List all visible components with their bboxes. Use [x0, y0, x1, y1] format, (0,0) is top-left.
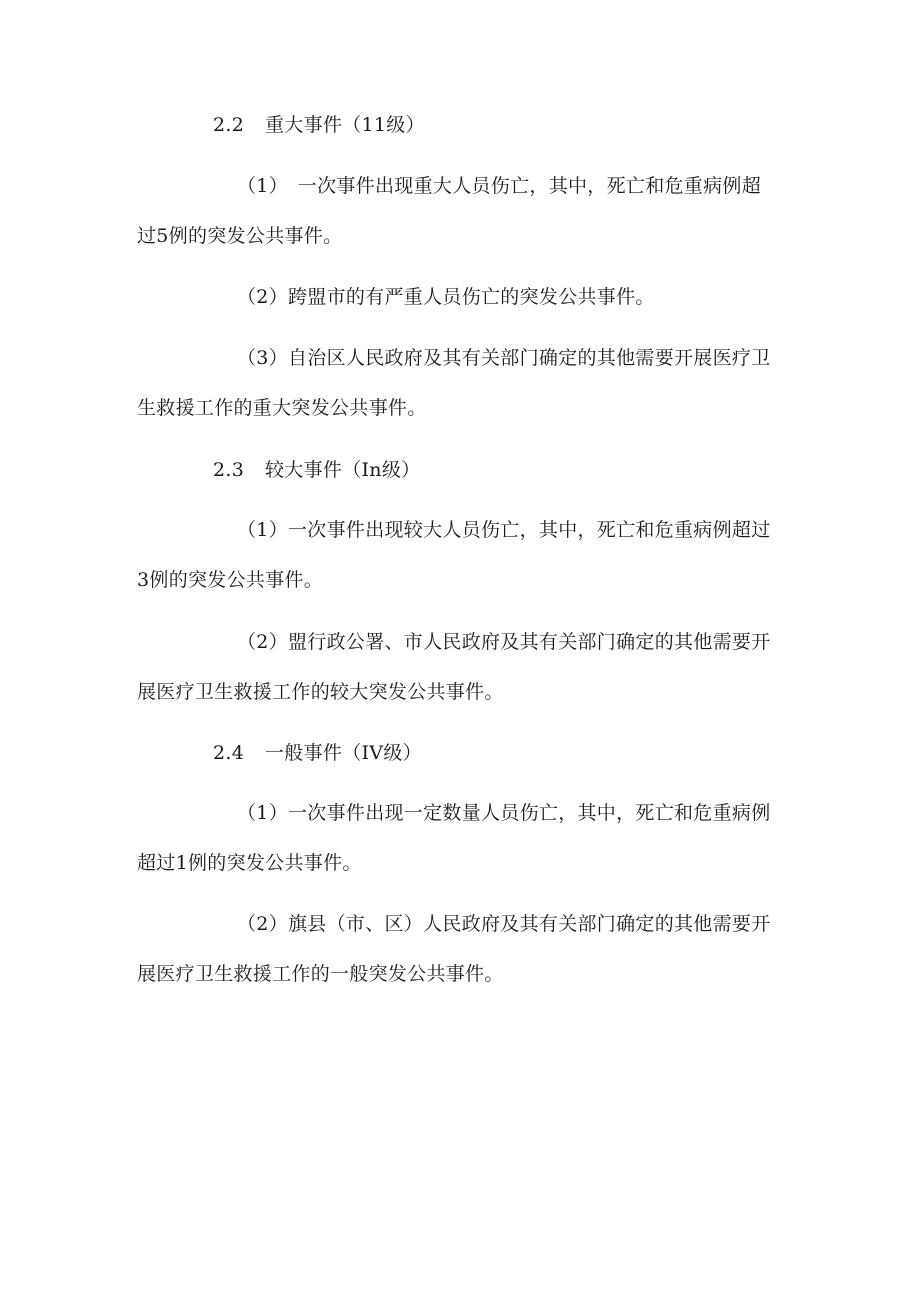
paragraph-line: （1） 一次事件出现重大人员伤亡，其中，死亡和危重病例超 — [237, 175, 761, 197]
paragraph-line: 过5例的突发公共事件。 — [137, 225, 343, 247]
paragraph-line: （1）一次事件出现一定数量人员伤亡，其中，死亡和危重病例 — [237, 802, 771, 824]
section-heading-2-3 — [213, 458, 420, 482]
paragraph-line: （2）盟行政公署、市人民政府及其有关部门确定的其他需要开 — [237, 631, 771, 653]
section-number: 2.4 — [213, 742, 245, 764]
section-title: 较大事件（In级） — [265, 459, 421, 481]
section-number: 2.3 — [213, 459, 245, 481]
section-title: 一般事件（IV级） — [265, 742, 422, 764]
paragraph-line: （2）跨盟市的有严重人员伤亡的突发公共事件。 — [237, 286, 655, 308]
paragraph-line: （1）一次事件出现较大人员伤亡，其中，死亡和危重病例超过 — [237, 519, 771, 541]
paragraph-line: （2）旗县（市、区）人民政府及其有关部门确定的其他需要开 — [237, 913, 771, 935]
paragraph-line: 生救援工作的重大突发公共事件。 — [137, 397, 427, 419]
paragraph-line: 3例的突发公共事件。 — [137, 569, 324, 591]
section-title: 重大事件（11级） — [265, 114, 425, 136]
paragraph-line: 展医疗卫生救援工作的较大突发公共事件。 — [137, 681, 504, 703]
paragraph-line: 展医疗卫生救援工作的一般突发公共事件。 — [137, 963, 504, 985]
section-heading-2-2 — [213, 113, 425, 137]
paragraph-line: 超过1例的突发公共事件。 — [137, 852, 362, 874]
section-number: 2.2 — [213, 114, 245, 136]
paragraph-line: （3）自治区人民政府及其有关部门确定的其他需要开展医疗卫 — [237, 347, 771, 369]
section-heading-2-4 — [213, 741, 422, 765]
